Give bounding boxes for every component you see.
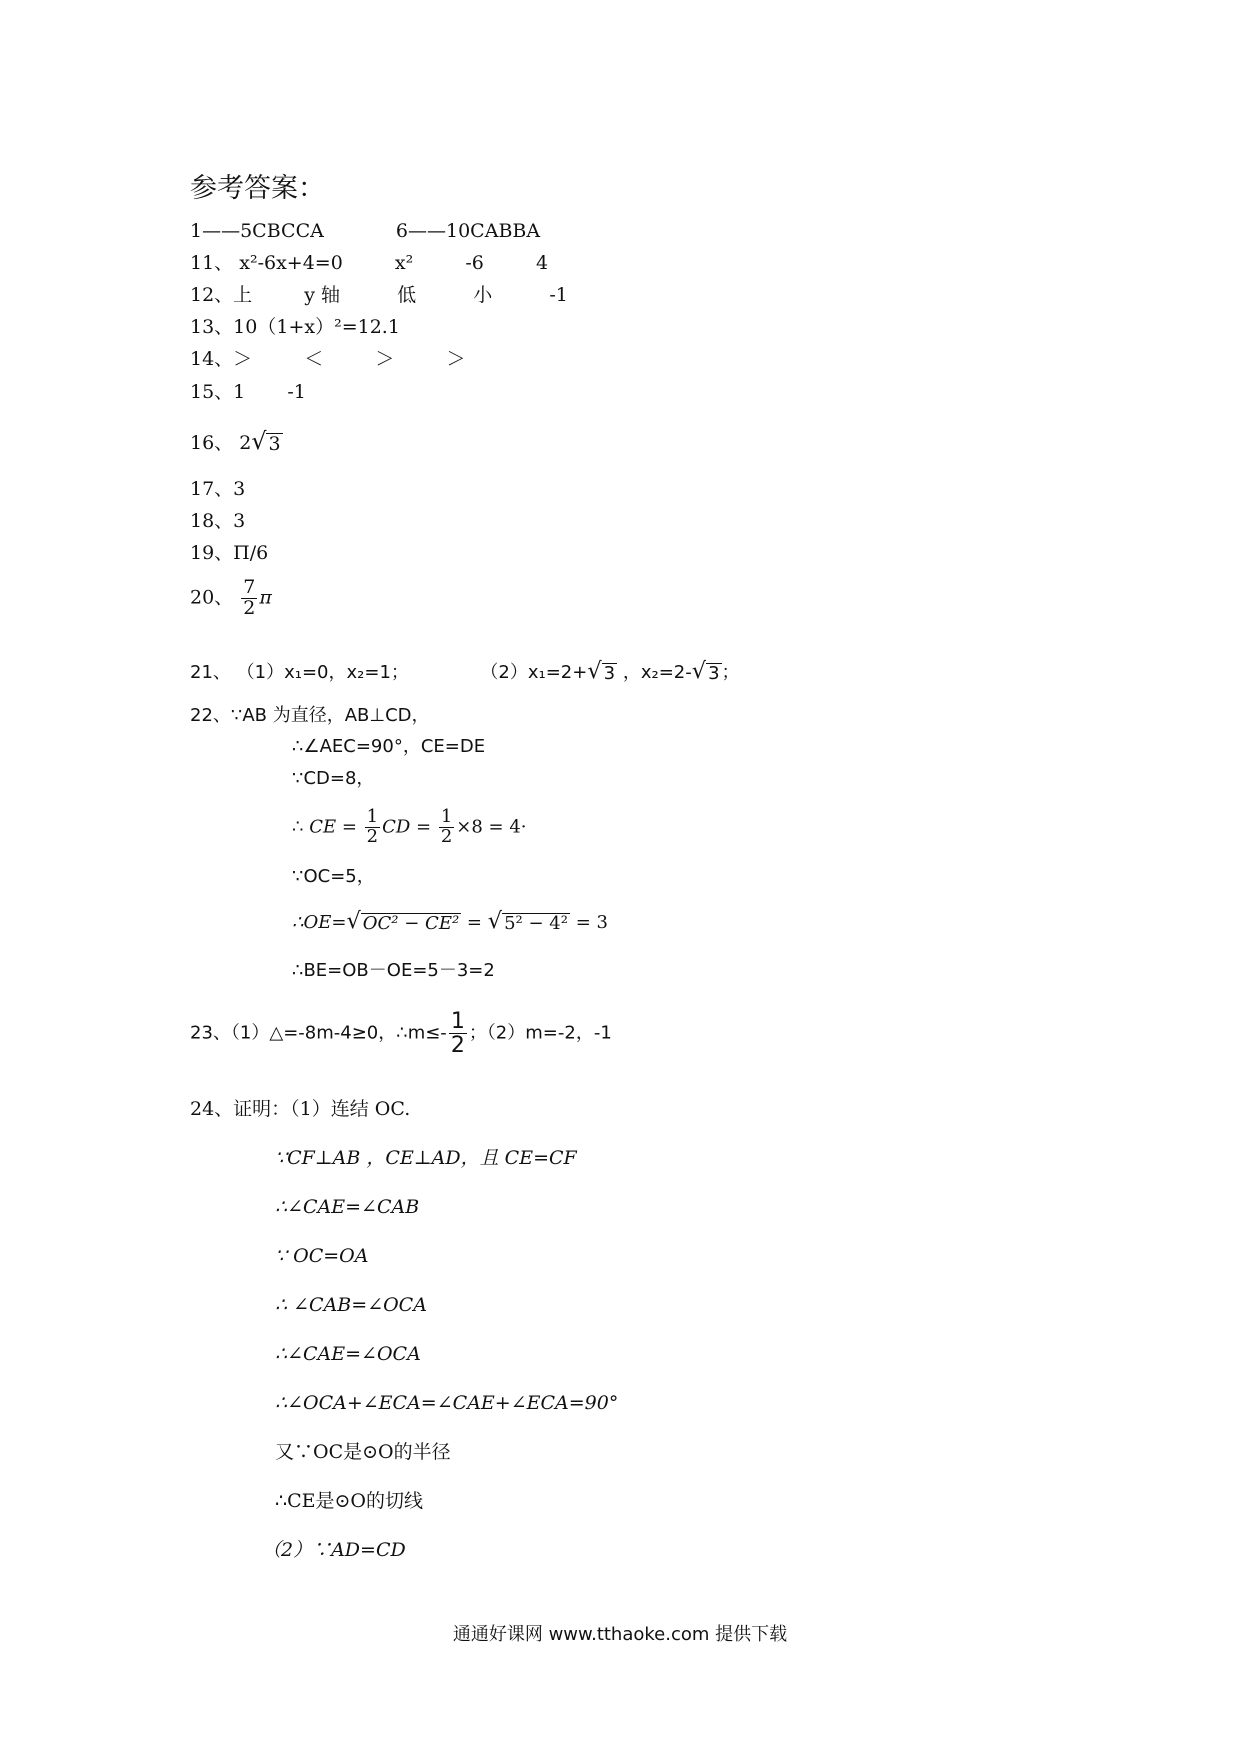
q21-sqrt-1: √ 3 <box>587 658 616 684</box>
q15-b: -1 <box>287 381 306 403</box>
q22-line-3: ∵CD=8， <box>292 768 375 789</box>
q22-cd-eq: CD = <box>382 816 432 838</box>
q22-half-2: $\frac{1}{2}$ <box>440 806 453 847</box>
q22-line-4 <box>292 808 527 847</box>
q16-sqrt: √ 3 <box>251 427 281 455</box>
answer-line-18: 18、3 <box>190 510 246 532</box>
q22-result: ×8 = 4· <box>456 816 527 838</box>
answers-6-10: 6——10CABBA <box>395 220 541 242</box>
q21-part1: （1）x₁=0，x₂=1； <box>236 662 409 683</box>
answer-line-20 <box>190 578 272 619</box>
q24-line-8: 又∵OC是⊙O的半径 <box>275 1441 451 1463</box>
q22-line-7: ∴BE=OB－OE=5－3=2 <box>292 960 495 981</box>
q11-equation: x²-6x+4=0 <box>239 252 343 274</box>
q14-b: ＜ <box>304 348 324 370</box>
q24-line-10: （2）∵AD=CD <box>262 1539 406 1561</box>
q12-d: 小 <box>473 284 493 306</box>
q22-oe-value: = 3 <box>575 912 608 933</box>
q20-fraction: $\frac{7}{2}$ <box>243 576 256 619</box>
q15-a: 15、1 <box>190 381 246 403</box>
q23-part2: ；（2）m=-2，-1 <box>468 1022 612 1044</box>
q14-c: ＞ <box>375 348 395 370</box>
q20-pi: π <box>259 586 272 609</box>
answer-line-11 <box>190 254 548 273</box>
q22-ce-eq: CE = <box>309 816 357 838</box>
q24-line-1: 24、证明：（1）连结 OC. <box>190 1098 411 1120</box>
q21-sqrt-2: √ 3 <box>691 658 720 684</box>
q22-therefore: ∴ <box>292 816 304 838</box>
q24-line-2: ∵CF⊥AB ，CE⊥AD，且 CE=CF <box>275 1147 577 1169</box>
q16-coef: 2 <box>239 432 252 454</box>
q12-e: -1 <box>549 284 568 306</box>
q24-line-4: ∵ OC=OA <box>275 1245 369 1267</box>
q24-line-5: ∴ ∠CAB=∠OCA <box>275 1294 427 1316</box>
answer-line-16 <box>190 427 283 455</box>
q11-coef: -6 <box>465 252 484 274</box>
answer-line-19: 19、Π/6 <box>190 542 269 564</box>
answer-line-17: 17、3 <box>190 478 246 500</box>
q22-half-1: $\frac{1}{2}$ <box>366 806 379 847</box>
q12-a: 12、上 <box>190 284 253 306</box>
answer-line-12 <box>190 286 568 305</box>
page-title: 参考答案： <box>190 173 325 204</box>
q21-part2a: （2）x₁=2+ <box>480 662 588 683</box>
q20-label: 20、 <box>190 586 234 609</box>
q23-fraction: $\frac{1}{2}$ <box>450 1009 465 1059</box>
q24-line-9: ∴CE是⊙O的切线 <box>275 1490 423 1512</box>
q21-part2c: ； <box>721 662 740 683</box>
answer-line-15 <box>190 383 306 402</box>
q14-a: 14、＞ <box>190 348 253 370</box>
q12-b: y 轴 <box>304 284 341 306</box>
q24-line-6: ∴∠CAE=∠OCA <box>275 1343 421 1365</box>
q14-d: ＞ <box>446 348 466 370</box>
q24-line-3: ∴∠CAE=∠CAB <box>275 1196 420 1218</box>
answer-line-1-10 <box>190 222 540 241</box>
q22-sqrt-2: √ 5² − 4² <box>487 908 568 934</box>
q22-oe-eq: ∴OE= <box>292 912 347 933</box>
q23-part1: 23、（1）△=-8m-4≥0，∴m≤- <box>190 1022 447 1044</box>
q11-label: 11、 <box>190 252 234 274</box>
q21-label: 21、 <box>190 662 231 683</box>
answer-line-23 <box>190 1010 612 1057</box>
q22-equals: = <box>466 912 483 933</box>
q22-sqrt-1: √ OC² − CE² <box>346 908 460 934</box>
q12-c: 低 <box>397 284 417 306</box>
q21-part2b: ，x₂=2- <box>622 662 692 683</box>
answer-line-14 <box>190 350 466 369</box>
answers-1-5: 1——5CBCCA <box>190 220 324 242</box>
q22-line-6 <box>292 910 608 933</box>
answer-line-21 <box>190 660 740 683</box>
q22-line-2: ∴∠AEC=90°，CE=DE <box>292 736 486 757</box>
q22-line-1: 22、∵AB 为直径，AB⊥CD， <box>190 705 430 726</box>
page-footer: 通通好课网 www.tthaoke.com 提供下载 <box>452 1624 788 1645</box>
q22-line-5: ∵OC=5， <box>292 866 375 887</box>
answer-line-13: 13、10（1+x）²=12.1 <box>190 316 400 338</box>
q24-line-7: ∴∠OCA+∠ECA=∠CAE+∠ECA=90° <box>275 1392 619 1414</box>
q11-term: x² <box>394 252 414 274</box>
q11-const: 4 <box>535 252 549 274</box>
q16-label: 16、 <box>190 432 234 454</box>
